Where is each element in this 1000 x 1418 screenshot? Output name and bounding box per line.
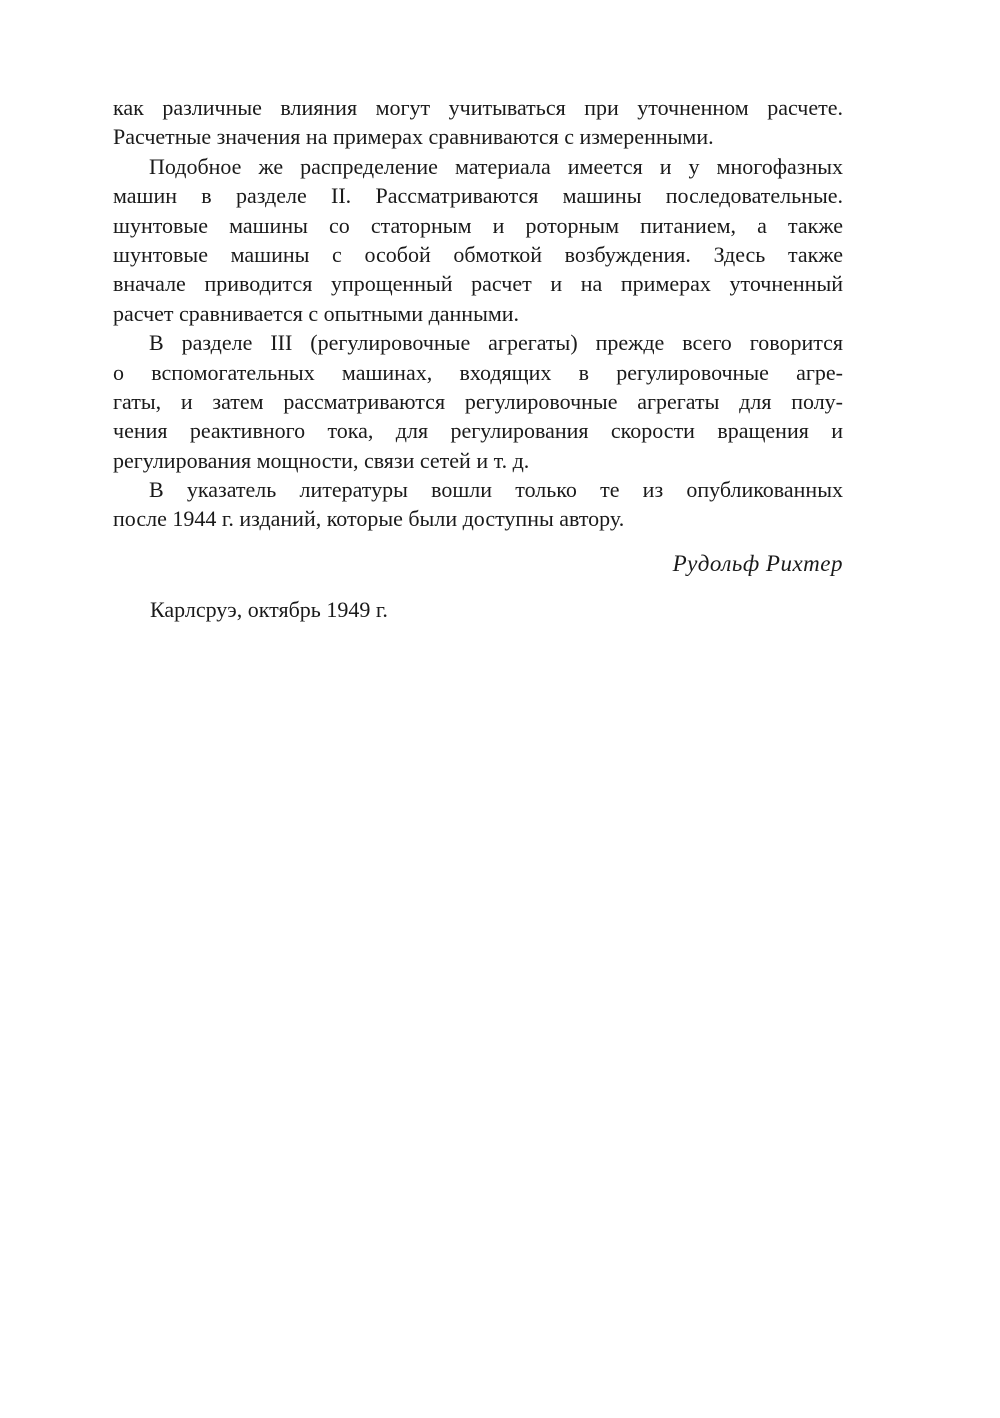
paragraph-4 bbox=[113, 475, 843, 534]
text-line: машин в разделе II. Рассматриваются машины последовательные. bbox=[113, 183, 843, 209]
text-line: о вспомогательных машинах, входящих в регулировочные агре- bbox=[113, 359, 843, 385]
body-text bbox=[113, 93, 843, 534]
text-line: Подобное же распределение материала имеется и у многофазных bbox=[149, 153, 843, 179]
text-line: В разделе III (регулировочные агрегаты) прежде всего говорится bbox=[149, 330, 843, 356]
author-signature: Рудольф Рихтер bbox=[672, 551, 843, 576]
place-date: Карлсруэ, октябрь 1949 г. bbox=[150, 597, 388, 622]
text-line: вначале приводится упрощенный расчет и на примерах уточненный bbox=[113, 271, 843, 297]
text-line: Расчетные значения на примерах сравниваются с измеренными. bbox=[113, 124, 714, 150]
text-line: шунтовые машины со статорным и роторным питанием, а также bbox=[113, 212, 843, 238]
paragraph-3 bbox=[113, 328, 843, 475]
text-line: после 1944 г. изданий, которые были доступны автору. bbox=[113, 506, 625, 532]
text-line: шунтовые машины с особой обмоткой возбуждения. Здесь также bbox=[113, 241, 843, 267]
text-line: как различные влияния могут учитываться при уточненном расчете. bbox=[113, 95, 843, 120]
text-line: чения реактивного тока, для регулирования скорости вращения и bbox=[113, 418, 843, 444]
text-line: В указатель литературы вошли только те из опубликованных bbox=[149, 477, 843, 503]
text-line: гаты, и затем рассматриваются регулировочные агрегаты для полу- bbox=[113, 388, 843, 414]
paragraph-2 bbox=[113, 152, 843, 328]
text-line: регулирования мощности, связи сетей и т. д. bbox=[113, 447, 530, 473]
paragraph-1 bbox=[113, 93, 843, 152]
text-line: расчет сравнивается с опытными данными. bbox=[113, 300, 520, 326]
